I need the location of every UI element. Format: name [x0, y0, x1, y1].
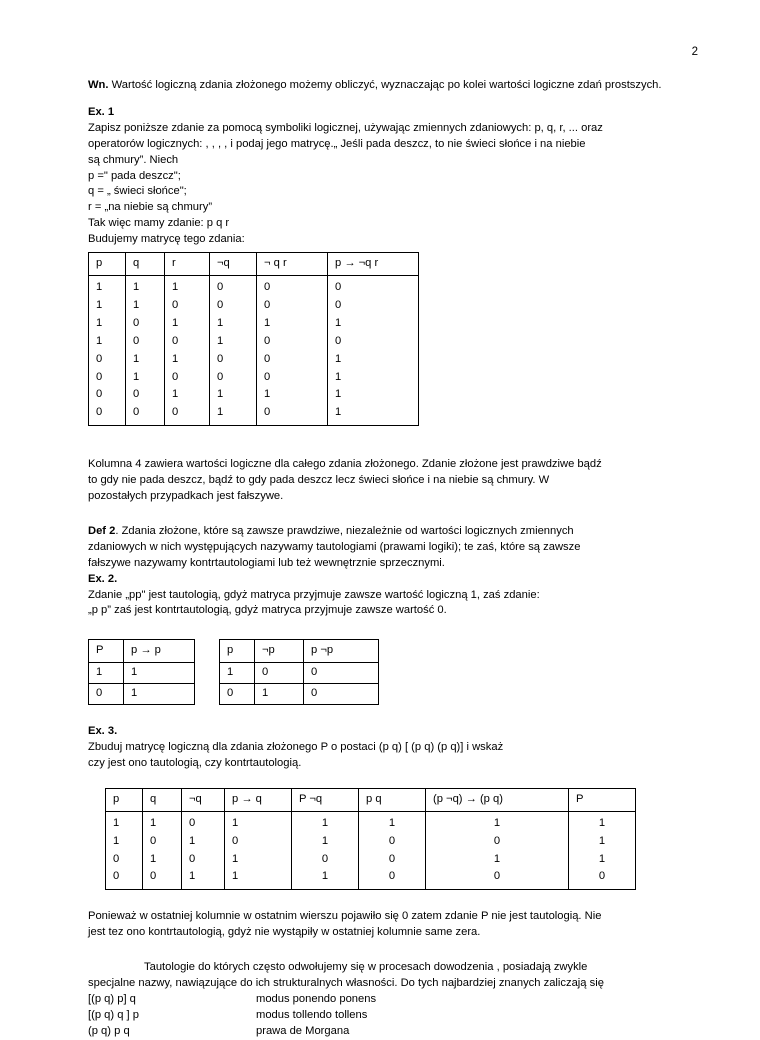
column-header: p: [220, 640, 255, 663]
table-row: [220, 663, 379, 684]
ex1-heading: Ex. 1: [88, 105, 115, 118]
table-cell: 0: [292, 851, 359, 869]
table-cell: 0: [165, 404, 210, 425]
table-cell: 0: [165, 369, 210, 387]
table-cell: 1: [126, 297, 165, 315]
def2-line1: [88, 524, 700, 540]
tautologies-line2: specjalne nazwy, nawiązujące do ich strukturalnych własności. Do tych najbardziej znanych zaliczają się: [88, 977, 604, 990]
truth-table-2-body: [89, 663, 195, 705]
table-cell: 1: [328, 315, 419, 333]
truth-table-3-header: [220, 640, 379, 663]
table-cell: 1: [126, 275, 165, 296]
table-cell: 0: [143, 868, 182, 889]
law-name: prawa de Morgana: [256, 1024, 350, 1037]
law-name: modus tollendo tollens: [256, 1008, 368, 1021]
table-cell: 0: [89, 684, 124, 705]
table-cell: 1: [292, 811, 359, 832]
table-cell: 1: [225, 811, 292, 832]
table-cell: 0: [89, 404, 126, 425]
truth-table-1-body: [89, 275, 419, 425]
table-row: [106, 833, 636, 851]
def2-label: Def 2: [88, 524, 116, 537]
table-row: [89, 404, 419, 425]
table-cell: 0: [359, 851, 426, 869]
ex3-line1: Zbuduj matrycę logiczną dla zdania złożonego P o postaci (p q) [ (p q) (p q)] i wskaż: [88, 741, 504, 753]
ex1-def-p: p =" pada deszcz";: [88, 169, 181, 182]
table-row: [89, 333, 419, 351]
table-cell: 1: [89, 333, 126, 351]
column-header: p ¬p: [304, 640, 379, 663]
table-cell: 1: [569, 833, 636, 851]
truth-table-4: [105, 788, 636, 891]
column-header: q: [143, 788, 182, 811]
table-cell: 0: [359, 868, 426, 889]
column-header: p → p: [124, 640, 195, 663]
table-cell: 1: [257, 386, 328, 404]
table-cell: 0: [126, 404, 165, 425]
table-cell: 1: [165, 351, 210, 369]
spacer: [88, 426, 700, 445]
wn-label: Wn.: [88, 79, 109, 91]
table-cell: 0: [89, 369, 126, 387]
table-cell: 1: [426, 811, 569, 832]
table-cell: 0: [225, 833, 292, 851]
column-header: ¬q: [210, 253, 257, 276]
table-row: [89, 684, 195, 705]
table-cell: 0: [182, 811, 225, 832]
column-header: p: [106, 788, 143, 811]
ex1-line3: są chmury”. Niech: [88, 153, 179, 166]
table-cell: 1: [143, 811, 182, 832]
table-cell: 1: [359, 811, 426, 832]
table-cell: 1: [89, 663, 124, 684]
table-cell: 1: [126, 369, 165, 387]
table-cell: 0: [106, 851, 143, 869]
table-cell: 1: [328, 386, 419, 404]
law-formula: [(p q) q ] p: [88, 1008, 139, 1021]
table-cell: 1: [124, 663, 195, 684]
table-row: [89, 369, 419, 387]
after-table1-line2: to gdy nie pada deszcz, bądź to gdy pada deszcz lecz świeci słońce i na niebie są chmury. W: [88, 474, 550, 487]
spacer: [88, 772, 700, 784]
table-cell: 1: [124, 684, 195, 705]
spacer: [88, 619, 700, 631]
table-header-row: [106, 788, 636, 811]
table-cell: 0: [426, 868, 569, 889]
table-row: [89, 663, 195, 684]
table-row: [89, 315, 419, 333]
table-cell: 1: [225, 868, 292, 889]
table-cell: 1: [255, 684, 304, 705]
truth-table-2-header: [89, 640, 195, 663]
law-formula: (p q) p q: [88, 1024, 130, 1037]
table-cell: 0: [304, 663, 379, 684]
table-cell: 1: [426, 851, 569, 869]
table-cell: 0: [304, 684, 379, 705]
after-table4-line2: jest tez ono kontrtautologią, gdyż nie wystąpiły w ostatniej kolumnie same zera.: [88, 926, 481, 939]
truth-table-1-header: [89, 253, 419, 276]
after-table1-line3: pozostałych przypadkach jest fałszywe.: [88, 490, 284, 503]
document-body: [88, 78, 700, 1040]
truth-table-4-header: [106, 788, 636, 811]
table-cell: 0: [182, 851, 225, 869]
table-cell: 1: [89, 315, 126, 333]
table-cell: 1: [89, 275, 126, 296]
table-cell: 1: [182, 833, 225, 851]
table-cell: 0: [143, 833, 182, 851]
table-header-row: [89, 253, 419, 276]
column-header: p → ¬q r: [328, 253, 419, 276]
table-cell: 0: [328, 297, 419, 315]
spacer: [88, 445, 700, 457]
table-cell: 1: [165, 275, 210, 296]
table-cell: 1: [328, 369, 419, 387]
column-header: p → q: [225, 788, 292, 811]
def2-text1: . Zdania złożone, które są zawsze prawdziwe, niezależnie od wartości logicznych zmiennych: [115, 524, 574, 537]
table-cell: 1: [106, 811, 143, 832]
ex2-heading: Ex. 2.: [88, 572, 118, 585]
table-cell: 1: [165, 386, 210, 404]
truth-table-3-body: [220, 663, 379, 705]
table-cell: 0: [426, 833, 569, 851]
ex1-sentence: Tak więc mamy zdanie: p q r: [88, 217, 230, 230]
spacer: [88, 890, 700, 909]
truth-table-4-body: [106, 811, 636, 890]
table-cell: 1: [126, 351, 165, 369]
after-table4-line1: Ponieważ w ostatniej kolumnie w ostatnim wierszu pojawiło się 0 zatem zdanie P nie jest tautologią. Nie: [88, 910, 602, 923]
table-cell: 1: [182, 868, 225, 889]
page-number: 2: [691, 46, 698, 58]
table-cell: 0: [89, 386, 126, 404]
ex2-line1: Zdanie „pp" jest tautologią, gdyż matryca przyjmuje zawsze wartość logiczną 1, zaś zdanie:: [88, 588, 540, 601]
table-cell: 0: [257, 275, 328, 296]
column-header: p: [89, 253, 126, 276]
table-cell: 0: [257, 351, 328, 369]
column-header: (p ¬q) → (p q): [426, 788, 569, 811]
table-header-row: [89, 640, 195, 663]
table-cell: 1: [210, 315, 257, 333]
law-formula: [(p q) p] q: [88, 992, 136, 1005]
table-row: [106, 851, 636, 869]
table-cell: 0: [165, 333, 210, 351]
truth-table-pair: [88, 635, 700, 705]
table-row: [106, 868, 636, 889]
table-cell: 0: [210, 275, 257, 296]
truth-table-1: [88, 252, 419, 426]
spacer: [88, 941, 700, 960]
table-cell: 0: [210, 351, 257, 369]
table-cell: 0: [165, 297, 210, 315]
table-row: [89, 351, 419, 369]
table-cell: 0: [126, 315, 165, 333]
table-cell: 0: [126, 386, 165, 404]
table-cell: 1: [210, 386, 257, 404]
law-row: [88, 1008, 700, 1024]
truth-table-3: [219, 639, 379, 705]
ex2-line2: „p p” zaś jest kontrtautologią, gdyż matryca przyjmuje zawsze wartość 0.: [88, 604, 447, 617]
table-cell: 1: [292, 833, 359, 851]
table-cell: 1: [210, 333, 257, 351]
table-cell: 0: [126, 333, 165, 351]
table-cell: 0: [220, 684, 255, 705]
column-header: P: [89, 640, 124, 663]
def2-line3: fałszywe nazywamy kontrtautologiami lub też wewnętrznie sprzecznymi.: [88, 556, 445, 569]
table-cell: 0: [257, 297, 328, 315]
table-cell: 1: [569, 851, 636, 869]
column-header: q: [126, 253, 165, 276]
table-cell: 1: [165, 315, 210, 333]
spacer: [88, 705, 700, 724]
table-cell: 0: [255, 663, 304, 684]
table-cell: 1: [225, 851, 292, 869]
table-cell: 0: [257, 369, 328, 387]
tautologies-line1: Tautologie do których często odwołujemy się w procesach dowodzenia , posiadają zwykle: [144, 961, 588, 974]
ex1-def-q: q = „ świeci słońce";: [88, 185, 187, 198]
table-cell: 1: [106, 833, 143, 851]
column-header: ¬p: [255, 640, 304, 663]
table-cell: 0: [106, 868, 143, 889]
table-cell: 1: [143, 851, 182, 869]
after-table1-line1: Kolumna 4 zawiera wartości logiczne dla całego zdania złożonego. Zdanie złożone jest prawdziwe bądź: [88, 458, 602, 471]
table-cell: 0: [569, 868, 636, 889]
ex3-line2: czy jest ono tautologią, czy kontrtautologią.: [88, 756, 302, 769]
column-header: p q: [359, 788, 426, 811]
ex1-line1: Zapisz poniższe zdanie za pomocą symboliki logicznej, używając zmiennych zdaniowych: p, q, r, ... oraz: [88, 121, 603, 134]
table-row: [220, 684, 379, 705]
ex1-def-r: r = „na niebie są chmury”: [88, 201, 213, 214]
table-cell: 1: [569, 811, 636, 832]
table-cell: 0: [328, 275, 419, 296]
table-cell: 0: [328, 333, 419, 351]
law-row: [88, 992, 700, 1008]
def2-line2: zdaniowych w nich występujących nazywamy tautologiami (prawami logiki); te zaś, które są zawsze: [88, 540, 581, 553]
table-row: [89, 297, 419, 315]
wn-text: Wartość logiczną zdania złożonego możemy obliczyć, wyznaczając po kolei wartości logiczne zdań prostszych.: [108, 79, 662, 91]
ex3-heading: Ex. 3.: [88, 725, 118, 738]
table-row: [89, 386, 419, 404]
ex1-build-matrix: Budujemy matrycę tego zdania:: [88, 233, 245, 246]
table-header-row: [220, 640, 379, 663]
truth-table-2: [88, 639, 195, 705]
table-cell: 1: [328, 351, 419, 369]
spacer: [88, 505, 700, 524]
table-cell: 0: [210, 369, 257, 387]
column-header: P: [569, 788, 636, 811]
table-cell: 0: [210, 297, 257, 315]
column-header: ¬q: [182, 788, 225, 811]
law-row: [88, 1024, 700, 1040]
table-row: [89, 275, 419, 296]
column-header: ¬ q r: [257, 253, 328, 276]
ex1-line2: operatorów logicznych: , , , , i podaj jego matrycę.„ Jeśli pada deszcz, to nie świeci słońce i na niebie: [88, 137, 586, 150]
table-cell: 0: [257, 333, 328, 351]
table-row: [106, 811, 636, 832]
table-cell: 1: [220, 663, 255, 684]
column-header: r: [165, 253, 210, 276]
table-cell: 1: [89, 297, 126, 315]
table-cell: 0: [89, 351, 126, 369]
table-cell: 1: [257, 315, 328, 333]
paragraph-wn: [88, 78, 700, 94]
table-cell: 0: [257, 404, 328, 425]
table-cell: 1: [210, 404, 257, 425]
law-name: modus ponendo ponens: [256, 992, 377, 1005]
table-cell: 1: [292, 868, 359, 889]
column-header: P ¬q: [292, 788, 359, 811]
table-cell: 0: [359, 833, 426, 851]
table-cell: 1: [328, 404, 419, 425]
laws-list: [88, 992, 700, 1040]
